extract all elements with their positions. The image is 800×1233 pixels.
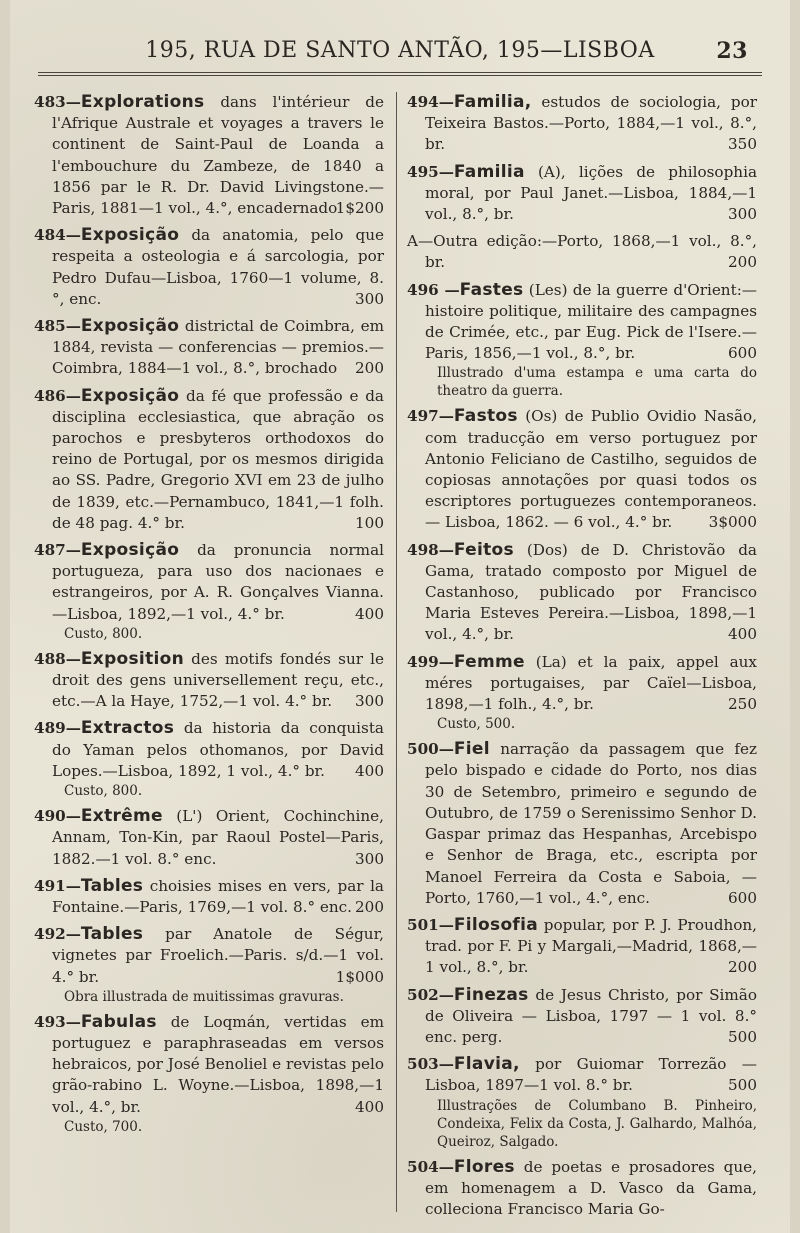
entry-note: Illustrações de Columbano B. Pinheiro, Condeixa, Felix da Costa, J. Galhardo, Malhóa, Queiroz, Salgado.: [437, 1097, 757, 1150]
entry-keyword: Flavia,: [453, 1054, 520, 1075]
entry-description: A—Outra edição:—Porto, 1868,—1 vol., 8.°, br.: [407, 232, 757, 272]
entry-description: des motifs fondés sur le droit des gens universellement reçu, etc., etc.—A la Haye, 1752,—1 vol. 4.° br.: [52, 649, 384, 711]
entry-note: Illustrado d'uma estampa e uma carta do theatro da guerra.: [437, 365, 757, 400]
catalog-entry: [34, 876, 384, 918]
entry-number: 488—: [34, 649, 81, 668]
entry-number: 494—: [407, 93, 454, 111]
entry-price: 300: [355, 289, 384, 308]
entry-price: 300: [355, 692, 384, 711]
entry-keyword: Extrême: [80, 806, 163, 827]
entry-description: choisies mises en vers, par la Fontaine.—Paris, 1769,—1 vol. 8.° enc.: [52, 876, 384, 916]
entry-keyword: Explorations: [80, 92, 205, 112]
entry-keyword: Exposição: [80, 316, 180, 337]
entry-price: 400: [355, 1097, 384, 1116]
entry-number: 487—: [34, 541, 81, 560]
entry-description: (Les) de la guerre d'Orient:—histoire politique, militaire des campagnes de Crimée, etc., par Eug. Pick de l'Isere.—Paris, 1856,—1 vol., 8.°, br.: [425, 280, 757, 363]
catalog-page: [10, 0, 790, 1233]
catalog-entry: [407, 231, 757, 273]
entry-price: 200: [355, 359, 384, 378]
entry-number: 485—: [34, 317, 81, 336]
entry-number: 501—: [407, 915, 454, 934]
entry-number: 496 —: [407, 280, 460, 299]
entry-keyword: Tables: [80, 924, 144, 945]
entry-description: de Jesus Christo, por Simão de Oliveira — Lisboa, 1797 — 1 vol. 8.° enc. perg.: [425, 985, 757, 1046]
catalog-entry: [34, 225, 384, 310]
entry-description: da pronuncia normal portugueza, para uso dos nacionaes e estrangeiros, por A. R. Gonçalves Vianna.—Lisboa, 1892,—1 vol., 4.° br.: [52, 541, 384, 623]
entry-number: 484—: [34, 226, 81, 245]
right-column: [407, 92, 757, 1226]
entry-keyword: Extractos: [80, 718, 175, 739]
entry-number: 495—: [407, 162, 454, 181]
catalog-entry: [34, 540, 384, 643]
catalog-entry: [407, 652, 757, 734]
catalog-entry: [34, 386, 384, 534]
entry-description: de Loqmán, vertidas em portuguez e paraphraseadas em versos hebraicos, por José Benoliel e revistas pelo grão-rabino L. Woyne.—Lisboa, 1898,—1 vol., 4.°, br.: [52, 1012, 384, 1116]
entry-note: Custo, 500.: [437, 716, 516, 733]
entry-price: 200: [728, 253, 757, 272]
entry-number: 503—: [407, 1055, 454, 1074]
entry-description: par Anatole de Ségur, vignetes par Froelich.—Paris. s/d.—1 vol. 4.° br.: [52, 925, 384, 986]
entry-price: 600: [728, 888, 757, 907]
catalog-entry: [407, 915, 757, 979]
catalog-entry: [34, 806, 384, 870]
entry-keyword: Filosofia: [453, 914, 539, 935]
entry-price: 3$000: [708, 513, 757, 532]
entry-description: dans l'intérieur de l'Afrique Australe et voyages a travers le continent de Saint-Paul de Loanda a l'embouchure du Zambeze, de 1840 a 1856 par le R. Dr. David Livingstone.— Paris, 1881—1 vol., 4.°, encadernado: [52, 93, 384, 218]
entry-price: 600: [728, 344, 757, 363]
catalog-entry: [407, 162, 757, 226]
entry-keyword: Familia: [453, 161, 525, 182]
catalog-entry: [34, 316, 384, 380]
entry-price: 400: [355, 761, 384, 780]
entry-description: (L') Orient, Cochinchine, Annam, Ton-Kin, par Raoul Postel—Paris, 1882.—1 vol. 8.° enc.: [52, 807, 384, 868]
catalog-entry: [34, 924, 384, 1006]
entry-note: Custo, 800.: [64, 783, 143, 800]
entry-price: 1$200: [335, 199, 384, 218]
entry-description: narração da passagem que fez pelo bispado e cidade do Porto, nos dias 30 de Setembro, primeiro e segundo de Outubro, de 1759 o Serenissimo Senhor D. Gaspar primaz das Hespanhas, Arcebispo e Senhor de Braga, etc., escripta por Manoel Ferreira da Costa e Saboia, — Porto, 1760,—1 vol., 4.°, enc.: [425, 740, 757, 907]
entry-description: estudos de sociologia, por Teixeira Bastos.—Porto, 1884,—1 vol., 8.°, br.: [425, 93, 757, 154]
entry-price: 400: [728, 625, 757, 644]
entry-keyword: Fastes: [459, 279, 524, 300]
entry-price: 200: [728, 958, 757, 977]
entry-number: 489—: [34, 719, 81, 738]
entry-keyword: Tables: [80, 875, 144, 896]
entry-description: popular, por P. J. Proudhon, trad. por F. Pi y Margali,—Madrid, 1868,—1 vol., 8.°, br.: [425, 915, 757, 977]
entry-description: da historia da conquista do Yaman pelos othomanos, por David Lopes.—Lisboa, 1892, 1 vol., 4.° br.: [52, 719, 384, 780]
entry-price: 500: [728, 1076, 757, 1095]
catalog-entry: [407, 739, 757, 909]
entry-keyword: Fastos: [453, 406, 518, 427]
entry-price: 100: [355, 513, 384, 532]
entry-keyword: Finezas: [453, 984, 529, 1005]
catalog-entry: [34, 718, 384, 800]
entry-number: 498—: [407, 540, 454, 559]
header-rule: [38, 72, 762, 76]
entry-keyword: Exposição: [80, 225, 180, 246]
entry-note: Custo, 800.: [64, 625, 143, 642]
entry-number: 499—: [407, 652, 454, 671]
entry-number: 493—: [34, 1012, 81, 1031]
entry-note: Obra illustrada de muitissimas gravuras.: [64, 988, 344, 1005]
entry-number: 486—: [34, 386, 81, 405]
left-column: [34, 92, 384, 1142]
entry-price: 300: [355, 849, 384, 868]
entry-number: 502—: [407, 985, 454, 1004]
catalog-entry: [407, 406, 757, 533]
catalog-entry: [34, 649, 384, 713]
entry-keyword: Familia,: [453, 92, 532, 112]
catalog-entry: [407, 1157, 757, 1221]
entry-price: 500: [728, 1027, 757, 1046]
entry-number: 497—: [407, 407, 454, 426]
entry-number: 490—: [34, 807, 81, 826]
entry-number: 504—: [407, 1157, 454, 1176]
entry-price: 400: [355, 604, 384, 623]
entry-note: Custo, 700.: [64, 1118, 143, 1135]
entry-price: 300: [728, 205, 757, 224]
entry-number: 491—: [34, 876, 81, 895]
entry-keyword: Exposição: [80, 385, 180, 406]
entry-description: (Dos) de D. Christovão da Gama, tratado composto por Miguel de Castanhoso, publicado por Francisco Maria Esteves Pereira.—Lisboa, 1898,—1 vol., 4.°, br.: [425, 540, 757, 644]
entry-keyword: Exposição: [80, 540, 180, 561]
catalog-entry: [407, 985, 757, 1049]
column-divider: [396, 92, 397, 1212]
entry-keyword: Femme: [453, 651, 525, 672]
entry-keyword: Exposition: [80, 648, 184, 669]
catalog-entry: [407, 280, 757, 401]
entry-description: districtal de Coimbra, em 1884, revista — conferencias — premios.—Coimbra, 1884—1 vol., 8.°, brochado: [52, 317, 384, 378]
entry-description: (Os) de Publio Ovidio Nasão, com traducção em verso portuguez por Antonio Feliciano de Castilho, seguidos de copiosas annotações por quasi todos os escriptores portuguezes contemporaneos. — Lisboa, 1862. — 6 vol., 4.° br.: [425, 407, 757, 532]
entry-description: por Guiomar Torrezão —Lisboa, 1897—1 vol. 8.° br.: [425, 1055, 757, 1095]
entry-price: 200: [355, 897, 384, 916]
entry-keyword: Fiel: [453, 739, 490, 760]
catalog-entry: [34, 1012, 384, 1136]
page-number: 23: [716, 38, 748, 64]
entry-price: 350: [728, 135, 757, 154]
entry-description: da fé que professão e da disciplina ecclesiastica, que abração os parochos e presbyteros orthodoxos do reino de Portugal, por os mesmos dirigida ao SS. Padre, Gregorio XVI em 23 de julho de 1839, etc.—Pernambuco, 1841,—1 folh. de 48 pag. 4.° br.: [52, 386, 384, 532]
entry-keyword: Feitos: [453, 539, 514, 560]
catalog-entry: [34, 92, 384, 219]
catalog-entry: [407, 1054, 757, 1150]
entry-price: 1$000: [335, 967, 384, 986]
entry-keyword: Flores: [453, 1156, 515, 1177]
catalog-entry: [407, 540, 757, 646]
entry-description: de poetas e prosadores que, em homenagem a D. Vasco da Gama, colleciona Francisco Maria Go-: [425, 1157, 757, 1218]
header-address: 195, RUA DE SANTO ANTÃO, 195—LISBOA: [145, 38, 655, 63]
entry-number: 500—: [407, 740, 454, 759]
catalog-entry: [407, 92, 757, 156]
entry-price: 250: [728, 695, 757, 714]
entry-description: (La) et la paix, appel aux méres portugaises, par Caïel—Lisboa, 1898,—1 folh., 4.°, br.: [425, 652, 757, 714]
entry-description: da anatomia, pelo que respeita a osteologia e á sarcologia, por Pedro Dufau—Lisboa, 1760—1 volume, 8.°, enc.: [52, 226, 384, 308]
entry-description: (A), lições de philosophia moral, por Paul Janet.—Lisboa, 1884,—1 vol., 8.°, br.: [425, 162, 757, 224]
entry-keyword: Fabulas: [80, 1011, 157, 1032]
entry-number: 492—: [34, 925, 81, 944]
entry-number: 483—: [34, 93, 81, 111]
